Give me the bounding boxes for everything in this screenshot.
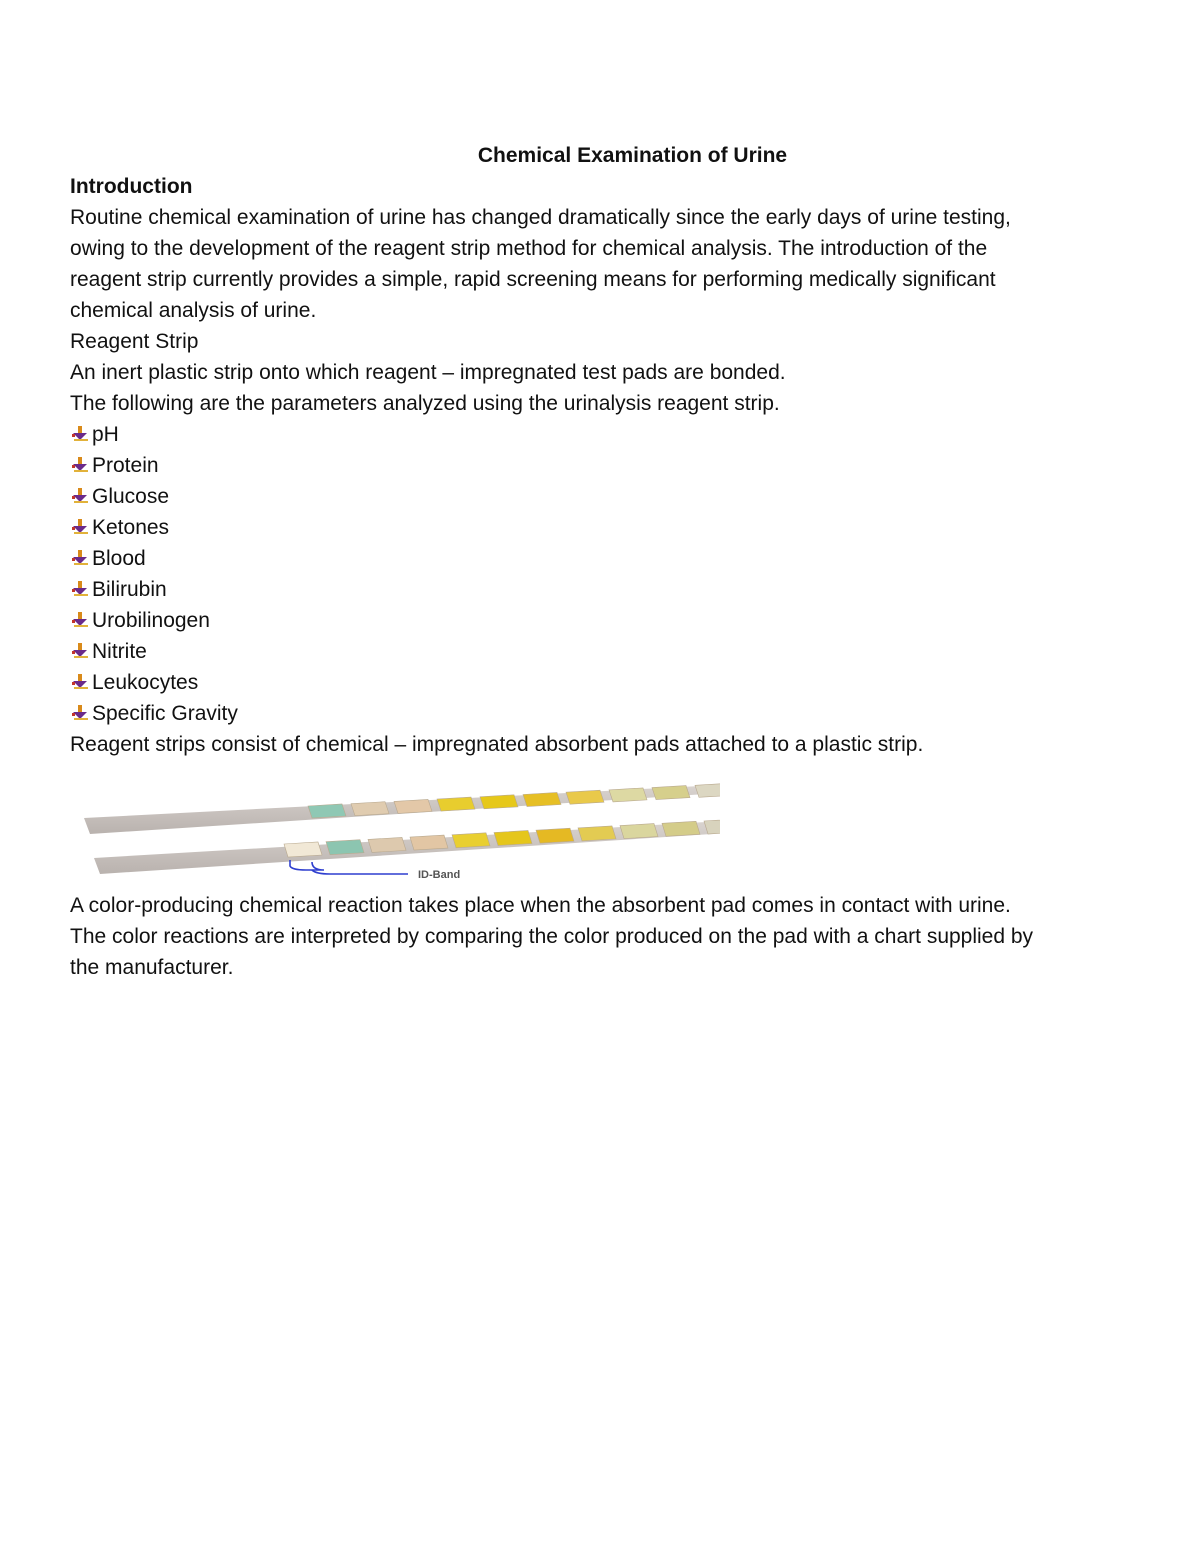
parameter-item xyxy=(70,512,1165,543)
strips-description: Reagent strips consist of chemical – impregnated absorbent pads attached to a plastic strip. xyxy=(70,733,924,756)
parameter-label: Bilirubin xyxy=(92,578,167,601)
closing-line: The color reactions are interpreted by comparing the color produced on the pad with a chart supplied by xyxy=(70,925,1034,948)
reagent-strip-illustration xyxy=(80,762,720,880)
arrow-bullet-icon xyxy=(70,636,92,667)
parameter-list xyxy=(70,419,1165,729)
reagent-pad xyxy=(368,837,406,852)
reagent-pad xyxy=(609,788,647,802)
section-heading-introduction: Introduction xyxy=(70,175,193,198)
reagent-pad xyxy=(523,793,561,807)
arrow-bullet-icon xyxy=(70,605,92,636)
intro-line: owing to the development of the reagent strip method for chemical analysis. The introduction of the xyxy=(70,237,988,260)
page-title: Chemical Examination of Urine xyxy=(477,144,788,167)
reagent-pad xyxy=(351,802,389,816)
id-band-bracket xyxy=(290,860,324,870)
reagent-pad xyxy=(410,835,448,850)
arrow-bullet-icon xyxy=(70,543,92,574)
closing-line: A color-producing chemical reaction takes place when the absorbent pad comes in contact with urine. xyxy=(70,894,1011,917)
parameter-item xyxy=(70,419,1165,450)
subheading-reagent-strip: Reagent Strip xyxy=(70,330,199,353)
reagent-pad xyxy=(308,804,346,818)
reagent-strip-figure xyxy=(80,762,720,880)
closing-line: the manufacturer. xyxy=(70,956,234,979)
intro-line: chemical analysis of urine. xyxy=(70,299,317,322)
reagent-pad xyxy=(326,840,364,855)
reagent-pad xyxy=(652,786,690,800)
parameter-item xyxy=(70,636,1165,667)
parameter-label: Leukocytes xyxy=(92,671,199,694)
reagent-pad xyxy=(662,821,700,836)
parameter-item xyxy=(70,605,1165,636)
reagent-pad xyxy=(452,833,490,848)
parameter-label: Specific Gravity xyxy=(92,702,238,725)
parameter-label: Ketones xyxy=(92,516,170,539)
document-content xyxy=(70,140,1165,983)
parameter-item xyxy=(70,450,1165,481)
reagent-pad xyxy=(578,826,616,841)
intro-line: reagent strip currently provides a simple, rapid screening means for performing medically significant xyxy=(70,268,996,291)
arrow-bullet-icon xyxy=(70,574,92,605)
bottom-strip-pads xyxy=(284,819,720,857)
parameter-item xyxy=(70,543,1165,574)
arrow-bullet-icon xyxy=(70,481,92,512)
reagent-pad xyxy=(566,790,604,804)
reagent-pad xyxy=(437,797,475,811)
id-band-label: ID-Band xyxy=(418,869,461,880)
reagent-pad xyxy=(494,831,532,846)
arrow-bullet-icon xyxy=(70,419,92,450)
parameter-label: Glucose xyxy=(92,485,170,508)
parameter-item xyxy=(70,698,1165,729)
reagent-strip-definition: An inert plastic strip onto which reagent – impregnated test pads are bonded. xyxy=(70,361,786,384)
parameter-item xyxy=(70,574,1165,605)
arrow-bullet-icon xyxy=(70,667,92,698)
reagent-pad xyxy=(284,842,322,857)
reagent-pad xyxy=(620,824,658,839)
parameter-label: Urobilinogen xyxy=(92,609,210,632)
reagent-pad xyxy=(695,783,720,797)
parameter-label: Blood xyxy=(92,547,146,570)
top-strip-pads xyxy=(308,783,720,818)
parameter-label: pH xyxy=(92,423,119,446)
parameter-label: Protein xyxy=(92,454,159,477)
parameter-label: Nitrite xyxy=(92,640,147,663)
reagent-pad xyxy=(480,795,518,809)
arrow-bullet-icon xyxy=(70,512,92,543)
arrow-bullet-icon xyxy=(70,698,92,729)
reagent-pad xyxy=(394,799,432,813)
parameter-item xyxy=(70,481,1165,512)
id-band-callout-line xyxy=(312,870,408,874)
arrow-bullet-icon xyxy=(70,450,92,481)
parameter-item xyxy=(70,667,1165,698)
intro-line: Routine chemical examination of urine has changed dramatically since the early days of urine testing, xyxy=(70,206,1011,229)
reagent-pad xyxy=(536,828,574,843)
parameters-intro: The following are the parameters analyzed using the urinalysis reagent strip. xyxy=(70,392,780,415)
